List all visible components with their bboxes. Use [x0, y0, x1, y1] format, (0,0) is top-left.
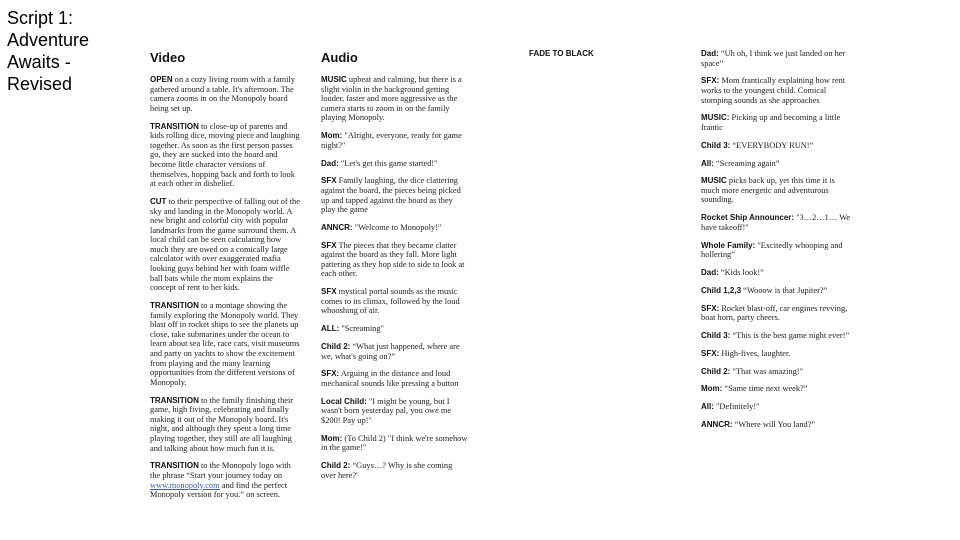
dialogue-line — [701, 159, 851, 169]
video-last-text-after: and find the perfect Monopoly version for you.” on screen. — [150, 480, 288, 500]
dialogue-keyword: Child 3: — [701, 140, 731, 150]
audio-line — [321, 434, 469, 453]
dialogue-text: "Excitedly whooping and hollering” — [701, 240, 843, 260]
video-paragraph-keyword: TRANSITION — [150, 301, 199, 311]
video-heading: Video — [150, 50, 186, 65]
dialogue-text: picks back up, yet this time it is much more energetic and adventurous sounding. — [701, 176, 835, 205]
video-paragraph-text: to close-up of parents and kids rolling dice, moving piece and laughing together. As soon as the first person passes go, they are sucked into the board and become little character versions of themselves, hopping back and forth to look at each other in disbelief. — [150, 121, 300, 189]
video-paragraph-keyword: CUT — [150, 196, 167, 206]
dialogue-text: Picking up and becoming a little frantic — [701, 113, 841, 132]
audio-line — [321, 241, 469, 279]
dialogue-keyword: All: — [701, 158, 714, 168]
audio-keyword: Child 2: — [321, 341, 351, 351]
video-paragraph-line — [150, 396, 300, 454]
dialogue-keyword: Child 2: — [701, 366, 731, 376]
dialogue-line — [701, 268, 851, 278]
dialogue-text: "Definitely!" — [713, 402, 760, 412]
audio-text: “Guys…? Why is she coming over here?' — [321, 461, 453, 480]
audio-line — [321, 159, 469, 169]
dialogue-line — [701, 286, 851, 296]
dialogue-keyword: Rocket Ship Announcer: — [701, 213, 795, 223]
dialogue-keyword: Child 3: — [701, 330, 731, 340]
dialogue-keyword: Mom: — [701, 384, 723, 394]
audio-line — [321, 324, 469, 334]
audio-line — [321, 287, 469, 316]
dialogue-text: "That was amazing!" — [730, 366, 803, 376]
video-paragraph-line — [150, 197, 300, 293]
dialogue-keyword: All: — [701, 402, 714, 412]
audio-heading: Audio — [321, 50, 358, 65]
audio-keyword: SFX — [321, 176, 337, 186]
dialogue-line — [701, 367, 851, 377]
dialogue-text: “Same time next week?” — [722, 384, 808, 394]
audio-column — [321, 50, 469, 488]
audio-text: "Screaming" — [339, 324, 384, 334]
video-paragraphs — [150, 75, 300, 453]
video-paragraph-keyword: TRANSITION — [150, 395, 199, 405]
audio-keyword: Dad: — [321, 158, 339, 168]
audio-text: Family laughing, the dice clattering against the board, the pieces being picked up and tapped against the board as they play the game — [321, 176, 461, 215]
dialogue-line — [701, 141, 851, 151]
video-last-paragraph — [150, 461, 300, 499]
dialogue-keyword: Dad: — [701, 49, 719, 58]
video-paragraph-line — [150, 122, 300, 189]
audio-keyword: ANNCR: — [321, 222, 353, 232]
audio-keyword: Local Child: — [321, 396, 367, 406]
dialogue-text: Rocket blast-off, car engines revving, boat horn, party cheers. — [701, 303, 848, 323]
dialogue-line — [701, 213, 851, 232]
dialogue-text: “Uh oh, I think we just landed on her space” — [701, 49, 846, 68]
audio-text: (To Child 2) "I think we're somehow in the game!" — [321, 433, 468, 453]
video-paragraph-text: on a cozy living room with a family gathered around a table. It's afternoon. The camera zooms in on the Monopoly board being set up. — [150, 75, 296, 113]
audio-line — [321, 342, 469, 361]
dialogue-line — [701, 304, 851, 323]
dialogue-keyword: MUSIC: — [701, 113, 730, 123]
dialogue-text: “EVERYBODY RUN!” — [730, 140, 814, 150]
video-paragraph-keyword: OPEN — [150, 75, 173, 84]
slide-title: Script 1: Adventure Awaits - Revised — [7, 8, 90, 94]
audio-keyword: SFX: — [321, 369, 340, 379]
video-paragraph-line — [150, 301, 300, 387]
video-paragraph-text: to the family finishing their game, high fiving, celebrating and finally making it out of the Monopoly board. It's night, and although they spent a long time playing together, they still are all laughing and talking about how much fun it is. — [150, 395, 294, 453]
audio-text: "Alright, everyone, ready for game night?" — [321, 131, 462, 150]
dialogue-text: “Screaming again” — [713, 158, 780, 168]
dialogue-text: “Kids look!” — [718, 268, 764, 277]
video-paragraph-text: to a montage showing the family exploring the Monopoly world. They blast off in rocket ships to see the planets up close, take submarines under the ocean to learn about sea life, race cars, visit museums and party on yachts to show the excitement from playing and the many learning opportunities from the different versions of Monopoly. — [150, 301, 300, 387]
dialogue-keyword: Whole Family: — [701, 240, 756, 250]
dialogue-keyword: SFX: — [701, 348, 720, 358]
dialogue-keyword: Child 1,2,3 — [701, 285, 742, 295]
dialogue-keyword: SFX: — [701, 303, 720, 313]
dialogue-line — [701, 331, 851, 341]
audio-line — [321, 223, 469, 233]
audio-line — [321, 131, 469, 150]
audio-text: The pieces that they became clatter against the board as they fall. More light pattering as they hop side to side to look at each other. — [321, 240, 465, 279]
dialogue-keyword: SFX: — [701, 76, 720, 86]
audio-keyword: Child 2: — [321, 461, 351, 471]
audio-lines — [321, 75, 469, 480]
dialogue-text: "3…2…1… We have takeoff!" — [701, 213, 851, 232]
audio-keyword: Mom: — [321, 433, 343, 443]
video-paragraph-line — [150, 75, 300, 113]
dialogue-column — [701, 49, 851, 438]
video-paragraph-keyword: TRANSITION — [150, 121, 199, 131]
dialogue-text: “This is the best game night ever!” — [730, 330, 850, 340]
monopoly-website-link[interactable]: www.monopoly.com — [150, 480, 220, 490]
fade-to-black-label: FADE TO BLACK — [529, 49, 594, 58]
video-paragraph-text: to their perspective of falling out of the sky and landing in the Monopoly world. A new bright and colorful city with popular landmarks from the game surround them. A local child can be seen calculating how much they are owed on a comically large calculator with over exaggerated mafia looking guys behind her with foam wiffle ball bats while the mom explains the concept of rent to her kids. — [150, 196, 300, 293]
audio-text: "Let's get this game started!" — [338, 158, 438, 168]
dialogue-line — [701, 402, 851, 412]
audio-text: “What just happened, where are we, what's going on?” — [321, 341, 460, 361]
dialogue-text: “Where will You land?” — [732, 419, 816, 429]
dialogue-line — [701, 384, 851, 394]
dialogue-keyword: MUSIC — [701, 176, 727, 186]
audio-line — [321, 176, 469, 214]
dialogue-line — [701, 420, 851, 430]
video-column — [150, 50, 300, 508]
video-last-text-before: to the Monopoly logo with the phrase “Start your journey today on — [150, 461, 291, 480]
dialogue-keyword: Dad: — [701, 268, 719, 277]
dialogue-line — [701, 241, 851, 260]
audio-text: "I might be young, but I wasn't born yesterday pal, you owe me $200! Pay up!" — [321, 396, 452, 425]
audio-line — [321, 75, 469, 123]
video-last-keyword: TRANSITION — [150, 461, 199, 471]
dialogue-text: Mom frantically explaining how rent works to the youngest child. Comical stomping sounds as she approaches — [701, 76, 846, 105]
audio-text: "Welcome to Monopoly!" — [352, 222, 442, 232]
dialogue-line — [701, 349, 851, 359]
dialogue-line — [701, 176, 851, 205]
dialogue-line — [701, 113, 851, 132]
audio-text: upbeat and calming, but there is a slight violin in the background getting louder, faster and more aggressive as the camera starts to zoom in on the family playing Monopoly. — [321, 75, 462, 123]
audio-keyword: ALL: — [321, 324, 340, 334]
audio-keyword: MUSIC — [321, 75, 347, 84]
dialogue-text: “Wooow is that Jupiter?” — [741, 285, 828, 295]
dialogue-keyword: ANNCR: — [701, 419, 733, 429]
audio-keyword: Mom: — [321, 131, 343, 141]
audio-text: Arguing in the distance and loud mechanical sounds like pressing a button — [321, 369, 459, 388]
audio-keyword: SFX — [321, 287, 337, 297]
audio-keyword: SFX — [321, 240, 337, 250]
audio-line — [321, 397, 469, 426]
dialogue-line — [701, 76, 851, 105]
audio-text: mystical portal sounds as the music comes to its climax, followed by the loud whooshing of air. — [321, 287, 460, 316]
dialogue-text: High-fives, laughter. — [719, 348, 791, 358]
audio-line — [321, 461, 469, 480]
dialogue-lines — [701, 49, 851, 429]
dialogue-line — [701, 49, 851, 68]
audio-line — [321, 369, 469, 388]
